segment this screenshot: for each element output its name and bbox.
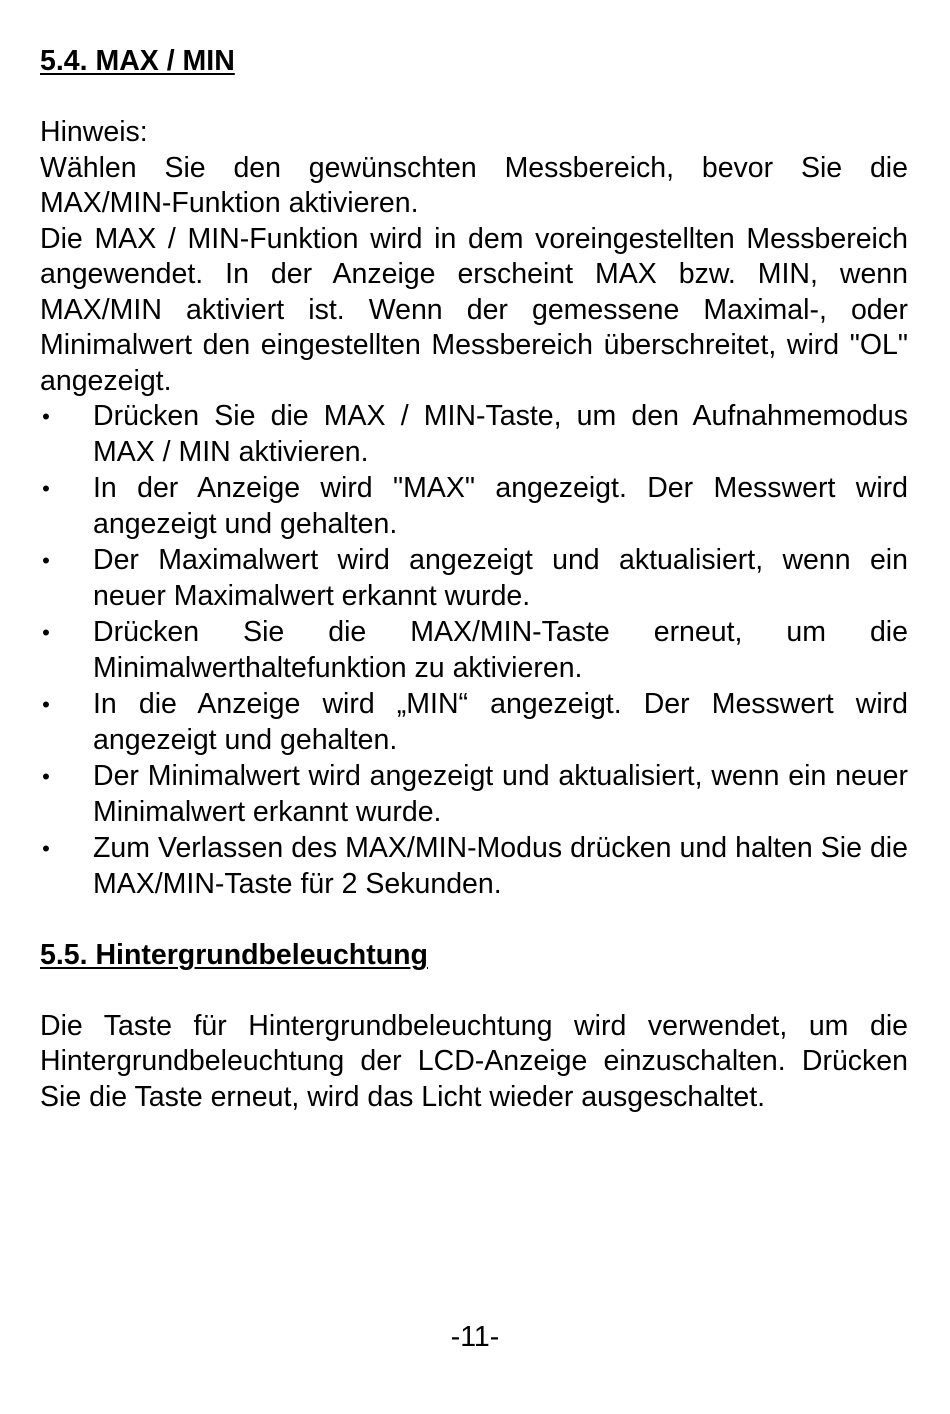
bullet-icon: •: [42, 548, 50, 573]
list-item-text: In der Anzeige wird "MAX" angezeigt. Der Messwert wird angezeigt und gehalten.: [93, 472, 908, 540]
list-item: [40, 687, 908, 758]
list-item: [40, 759, 908, 830]
bullet-icon: •: [42, 764, 50, 789]
paragraph-select-range: Wählen Sie den gewünschten Messbereich, bevor Sie die MAX/MIN-Funktion aktivieren.: [40, 151, 908, 219]
section-heading-backlight: 5.5. Hintergrundbeleuchtung: [40, 938, 428, 971]
list-item-text: Der Minimalwert wird angezeigt und aktualisiert, wenn ein neuer Minimalwert erkannt wurde.: [93, 760, 908, 828]
list-item: [40, 615, 908, 686]
bullet-list-max-min: [40, 399, 908, 902]
section-heading-max-min: 5.4. MAX / MIN: [40, 45, 235, 77]
bullet-icon: •: [42, 692, 50, 717]
bullet-icon: •: [42, 836, 50, 861]
list-item-text: Zum Verlassen des MAX/MIN-Modus drücken und halten Sie die MAX/MIN-Taste für 2 Sekunden.: [93, 832, 908, 900]
bullet-icon: •: [42, 404, 50, 429]
bullet-icon: •: [42, 476, 50, 501]
list-item-text: Der Maximalwert wird angezeigt und aktualisiert, wenn ein neuer Maximalwert erkannt wurde.: [93, 544, 908, 612]
list-item: [40, 543, 908, 614]
document-page: [40, 44, 908, 1115]
paragraph-max-min-function: Die MAX / MIN-Funktion wird in dem voreingestellten Messbereich angewendet. In der Anzeige erscheint MAX bzw. MIN, wenn MAX/MIN aktiviert ist. Wenn der gemessene Maximal-, oder Minimalwert den eingestellten Messbereich überschreitet, wird "OL" angezeigt.: [40, 222, 908, 397]
paragraph-backlight: Die Taste für Hintergrundbeleuchtung wird verwendet, um die Hintergrundbeleuchtung der LCD-Anzeige einzuschalten. Drücken Sie die Taste erneut, wird das Licht wieder ausgeschaltet.: [40, 1009, 908, 1113]
list-item-text: Drücken Sie die MAX/MIN-Taste erneut, um die Minimalwerthaltefunktion zu aktivieren.: [93, 616, 908, 684]
list-item-text: In die Anzeige wird „MIN“ angezeigt. Der Messwert wird angezeigt und gehalten.: [93, 688, 908, 756]
list-item-text: Drücken Sie die MAX / MIN-Taste, um den Aufnahmemodus MAX / MIN aktivieren.: [93, 400, 908, 468]
list-item: [40, 831, 908, 902]
note-label: Hinweis:: [40, 116, 148, 148]
page-number: -11-: [450, 1321, 500, 1353]
list-item: [40, 471, 908, 542]
list-item: [40, 399, 908, 470]
bullet-icon: •: [42, 620, 50, 645]
